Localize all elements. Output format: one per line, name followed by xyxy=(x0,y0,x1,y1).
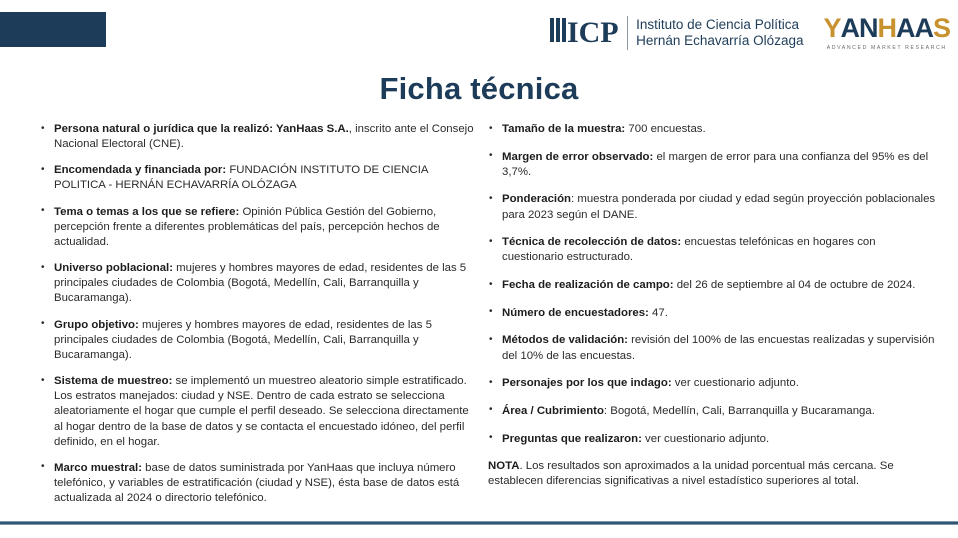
right-column xyxy=(482,122,958,517)
content-columns xyxy=(0,122,958,517)
list-item xyxy=(40,122,474,152)
list-item xyxy=(40,205,474,250)
icp-logo-mark xyxy=(550,18,618,48)
icp-logo-letters: ICP xyxy=(566,16,619,49)
list-item-label: Encomendada y financiada por: xyxy=(54,164,227,177)
note-text: . Los resultados son aproximados a la unidad porcentual más cercana. Se establecen diferencias significativas a nivel estadístico superiores al total. xyxy=(488,460,894,488)
yanhaas-logo xyxy=(817,15,950,51)
list-item xyxy=(488,278,940,293)
list-item xyxy=(488,404,940,419)
list-item-text: encuestas telefónicas en hogares con cuestionario estructurado. xyxy=(502,236,876,264)
list-item-text: : Bogotá, Medellín, Cali, Barranquilla y Bucaramanga. xyxy=(603,404,875,417)
icp-logo-divider xyxy=(627,16,629,50)
list-item-text: mujeres y hombres mayores de edad, residentes de las 5 principales ciudades de Colombia (Bogotá, Medellín, Cali, Barranquilla y Bucaramanga). xyxy=(54,262,467,305)
yanhaas-letter-aa: AA xyxy=(895,13,933,43)
list-item-text: el margen de error para una confianza del 95% es del 3,7%. xyxy=(502,150,929,178)
icp-bars-icon xyxy=(550,18,566,43)
list-item xyxy=(40,163,474,193)
yanhaas-letter-an: AN xyxy=(840,13,878,43)
list-item-label: Técnica de recolección de datos: xyxy=(502,236,682,249)
list-item-label: Grupo objetivo: xyxy=(54,318,139,331)
yanhaas-letter-h: H xyxy=(877,13,896,43)
yanhaas-logo-word xyxy=(823,15,950,42)
list-item xyxy=(488,432,940,447)
list-item xyxy=(40,461,474,506)
list-item xyxy=(488,192,940,222)
yanhaas-logo-tagline: ADVANCED MARKET RESEARCH xyxy=(826,45,947,51)
list-item-text: base de datos suministrada por YanHaas que incluya número telefónico, y variables de estratificación (ciudad y NSE), ésta base de datos está actualizada al 2024 o directorio telefónico. xyxy=(54,461,460,505)
list-item-text: : muestra ponderada por ciudad y edad según proyección poblacionales para 2023 según el DANE. xyxy=(502,193,936,221)
list-item-text: 47. xyxy=(648,306,668,319)
corner-accent-block xyxy=(0,12,106,47)
list-item xyxy=(488,150,940,180)
left-column xyxy=(0,122,482,517)
list-item-text: del 26 de septiembre al 04 de octubre de 2024. xyxy=(673,279,916,292)
icp-logo-name xyxy=(636,17,803,50)
list-item-text: ver cuestionario adjunto. xyxy=(671,377,799,390)
page-title: Ficha técnica xyxy=(379,71,579,106)
list-item-label: Sistema de muestreo: xyxy=(54,375,173,388)
list-item-text: 700 encuestas. xyxy=(625,123,706,135)
list-item-label: Fecha de realización de campo: xyxy=(502,279,674,292)
list-item-text: ver cuestionario adjunto. xyxy=(641,432,770,445)
list-item-label: Número de encuestadores: xyxy=(502,306,649,319)
icp-logo-name-line2: Hernán Echavarría Olózaga xyxy=(636,33,804,48)
list-item-label: Métodos de validación: xyxy=(502,334,628,347)
list-item-text: se implementó un muestreo aleatorio simple estratificado. Los estratos manejados: ciudad y NSE. Dentro de cada estrato se selecciona aleatoriamente el hogar que cumple el perfil deseado. Se selecciona directamente al hogar dentro de la base de datos y se contacta el encuestado idóneo, del perfil definido, en el hogar. xyxy=(54,375,469,448)
yanhaas-letter-s: S xyxy=(932,13,950,43)
list-item-label: Tamaño de la muestra: xyxy=(502,123,626,135)
list-item-text: , inscrito ante el Consejo Nacional Electoral (CNE). xyxy=(54,123,474,151)
list-item-label: Persona natural o jurídica que la realizó: YanHaas S.A. xyxy=(54,123,349,135)
list-item-text: Opinión Pública Gestión del Gobierno, percepción frente a diferentes problemáticas del país, percepción hechos de actualidad. xyxy=(54,205,440,248)
list-item xyxy=(488,235,940,265)
header-logos xyxy=(550,10,950,56)
list-item xyxy=(40,318,474,363)
list-item-label: Tema o temas a los que se refiere: xyxy=(54,205,240,218)
bottom-divider xyxy=(0,521,958,525)
icp-logo xyxy=(550,16,803,50)
list-item-text: mujeres y hombres mayores de edad, residentes de las 5 principales ciudades de Colombia (Bogotá, Medellín, Cali, Barranquilla y Bucaramanga). xyxy=(54,318,432,361)
list-item-text: FUNDACIÓN INSTITUTO DE CIENCIA POLITICA - HERNÁN ECHAVARRÍA OLÓZAGA xyxy=(54,164,428,192)
list-item-label: Preguntas que realizaron: xyxy=(502,432,642,445)
note-paragraph xyxy=(488,459,940,490)
list-item-label: Marco muestral: xyxy=(54,461,142,474)
list-item-label: Personajes por los que indago: xyxy=(502,377,672,390)
list-item xyxy=(488,376,940,391)
list-item xyxy=(488,306,940,321)
list-item-label: Universo poblacional: xyxy=(54,262,173,275)
list-item xyxy=(488,333,940,363)
note-label: NOTA xyxy=(488,460,520,473)
list-item xyxy=(40,261,474,306)
list-item xyxy=(40,374,474,450)
right-column-list xyxy=(488,122,940,447)
icp-logo-name-line1: Instituto de Ciencia Política xyxy=(636,16,799,32)
list-item-text: revisión del 100% de las encuestas realizadas y supervisión del 10% de las encuestas. xyxy=(502,334,935,362)
list-item-label: Ponderación xyxy=(502,193,571,206)
left-column-list xyxy=(40,122,474,506)
list-item xyxy=(488,122,940,137)
list-item-label: Área / Cubrimiento xyxy=(502,404,604,417)
yanhaas-letter-y: Y xyxy=(823,13,841,43)
list-item-label: Margen de error observado: xyxy=(502,150,654,163)
